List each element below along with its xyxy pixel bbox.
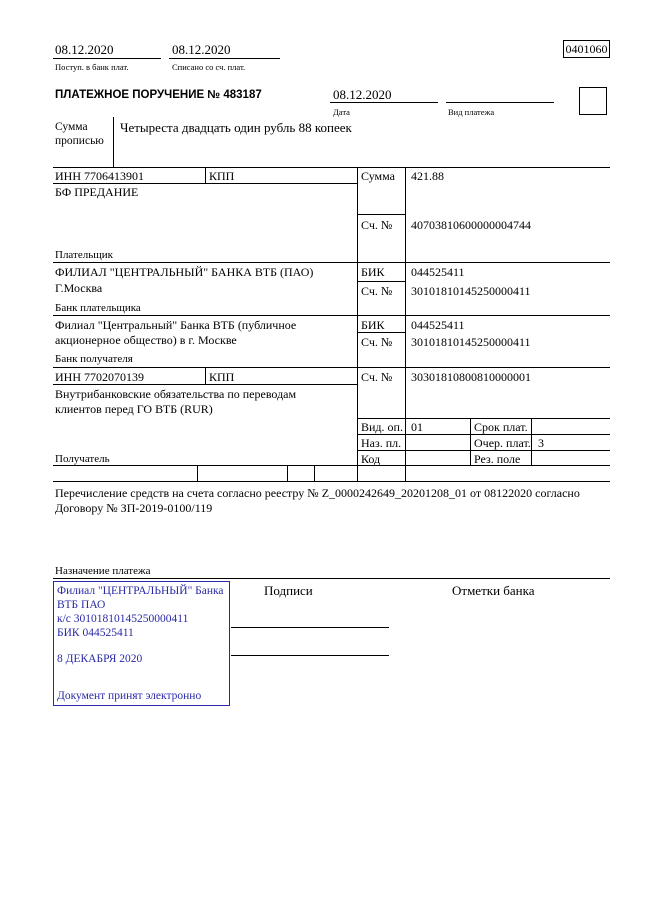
- amount-words-label: Сумма прописью: [55, 121, 104, 147]
- debited-label: Списано со сч. плат.: [172, 62, 246, 72]
- payer-bank-account: 30101810145250000411: [411, 284, 531, 298]
- stamp-date: 8 ДЕКАБРЯ 2020: [57, 653, 143, 665]
- payee-account: 30301810800810000001: [411, 370, 531, 384]
- payee-inn: ИНН 7702070139: [55, 370, 144, 384]
- divider: [53, 58, 161, 59]
- priority-label: Очер. плат.: [474, 436, 531, 450]
- op-type-label: Вид. оп.: [361, 420, 403, 434]
- grid-line: [53, 578, 610, 579]
- form-code: 0401060: [563, 40, 610, 58]
- payer-amount: 421.88: [411, 169, 444, 183]
- payee-name: Внутрибанковские обязательства по переводам: [55, 387, 297, 401]
- grid-line: [470, 418, 471, 465]
- grid-line: [53, 315, 610, 316]
- received-label: Поступ. в банк плат.: [55, 62, 129, 72]
- payer-bank-bik: 044525411: [411, 265, 465, 279]
- debited-date: 08.12.2020: [172, 42, 231, 57]
- divider: [330, 102, 438, 103]
- grid-line: [53, 481, 610, 482]
- payer-account: 40703810600000004744: [411, 218, 531, 232]
- bank-marks-label: Отметки банка: [452, 583, 535, 598]
- payer-label: Плательщик: [55, 249, 113, 261]
- grid-line: [357, 214, 405, 215]
- grid-line: [531, 418, 532, 465]
- grid-line: [53, 167, 610, 168]
- grid-line: [205, 167, 206, 183]
- payee-account-label: Сч. №: [361, 370, 393, 384]
- grid-line: [205, 367, 206, 384]
- payee-label: Получатель: [55, 453, 110, 465]
- code-label: Код: [361, 452, 381, 466]
- grid-line: [405, 167, 406, 481]
- divider: [113, 117, 114, 167]
- grid-line: [53, 367, 610, 368]
- payment-type-box: [579, 87, 607, 115]
- payer-bank-account-label: Сч. №: [361, 284, 393, 298]
- payer-bank-name: ФИЛИАЛ "ЦЕНТРАЛЬНЫЙ" БАНКА ВТБ (ПАО): [55, 265, 314, 279]
- grid-line: [314, 465, 315, 481]
- stamp-line-3: к/с 30101810145250000411: [57, 613, 189, 625]
- bank-stamp: [53, 581, 230, 706]
- payer-bank-label: Банк плательщика: [55, 302, 141, 314]
- stamp-line-1: Филиал "ЦЕНТРАЛЬНЫЙ" Банка: [57, 585, 224, 597]
- grid-line: [53, 262, 610, 263]
- grid-line: [357, 167, 358, 481]
- payee-bank-name-cont: акционерное общество) в г. Москве: [55, 333, 237, 347]
- payer-account-label: Сч. №: [361, 218, 393, 232]
- payee-bank-account: 30101810145250000411: [411, 335, 531, 349]
- stamp-line-2: ВТБ ПАО: [57, 599, 106, 611]
- payer-bank-city: Г.Москва: [55, 281, 103, 295]
- payee-bank-bik-label: БИК: [361, 318, 385, 332]
- payee-bank-account-label: Сч. №: [361, 335, 393, 349]
- op-type: 01: [411, 420, 423, 434]
- amount-words-value: Четыреста двадцать один рубль 88 копеек: [120, 120, 352, 135]
- payee-bank-label: Банк получателя: [55, 353, 133, 365]
- purpose-line-2: Договору № ЗП-2019-0100/119: [55, 501, 213, 515]
- payer-kpp-label: КПП: [209, 169, 235, 183]
- signatures-label: Подписи: [264, 583, 313, 598]
- purpose-line-1: Перечисление средств на счета согласно реестру № Z_0000242649_20201208_01 от 08122020 согласно: [55, 486, 580, 500]
- payment-type-label: Вид платежа: [448, 107, 495, 117]
- priority: 3: [538, 436, 544, 450]
- due-label: Срок плат.: [474, 420, 528, 434]
- divider: [169, 58, 280, 59]
- payee-bank-name: Филиал "Центральный" Банка ВТБ (публичное: [55, 318, 297, 332]
- payee-name-cont: клиентов перед ГО ВТБ (RUR): [55, 402, 213, 416]
- signature-line-1: [231, 627, 389, 628]
- stamp-line-4: БИК 044525411: [57, 627, 134, 639]
- grid-line: [357, 418, 610, 419]
- stamp-note: Документ принят электронно: [57, 690, 202, 702]
- grid-line: [53, 465, 610, 466]
- payer-inn: ИНН 7706413901: [55, 169, 144, 183]
- order-date: 08.12.2020: [333, 87, 392, 102]
- grid-line: [357, 281, 405, 282]
- payee-bank-bik: 044525411: [411, 318, 465, 332]
- purpose-code-label: Наз. пл.: [361, 436, 402, 450]
- payer-amount-label: Сумма: [361, 169, 395, 183]
- received-date: 08.12.2020: [55, 42, 114, 57]
- payer-bank-bik-label: БИК: [361, 265, 385, 279]
- order-title: ПЛАТЕЖНОЕ ПОРУЧЕНИЕ № 483187: [55, 89, 262, 101]
- reserve-label: Рез. поле: [474, 452, 521, 466]
- divider: [446, 102, 554, 103]
- payee-kpp-label: КПП: [209, 370, 235, 384]
- grid-line: [287, 465, 288, 481]
- grid-line: [197, 465, 198, 481]
- purpose-label: Назначение платежа: [55, 565, 151, 577]
- order-date-label: Дата: [333, 107, 350, 117]
- payer-name: БФ ПРЕДАНИЕ: [55, 185, 139, 199]
- signature-line-2: [231, 655, 389, 656]
